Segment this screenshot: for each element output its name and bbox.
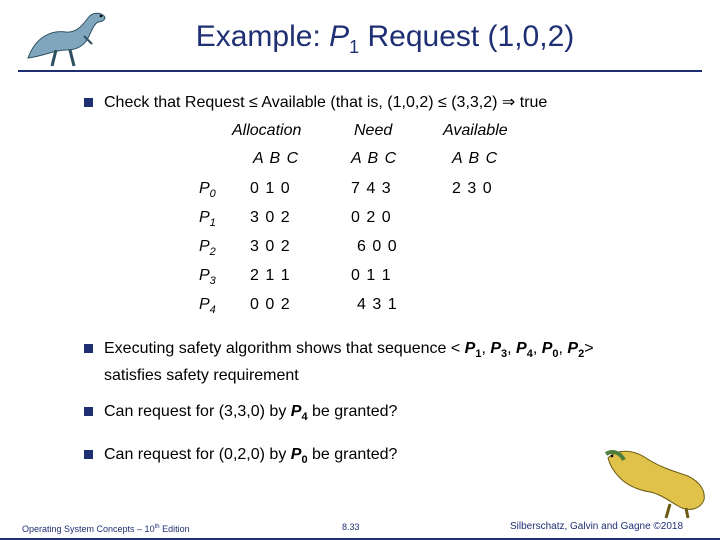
allocation-p0: 0 1 0 <box>250 180 291 197</box>
footer-page-number: 8.33 <box>342 522 360 532</box>
bullet-safety-sequence: Executing safety algorithm shows that sequence < $P_1$, $P_3$, $P_4$, $P_0$, $P_2>$ satisfies safety requirement <box>84 338 684 387</box>
process-p1: $P_1$ <box>199 209 216 230</box>
header-allocation: Allocation <box>232 122 302 139</box>
need-p4: 4 3 1 <box>357 296 398 313</box>
title-divider <box>18 70 702 72</box>
subheader-need: A B C <box>351 150 398 167</box>
need-p0: 7 4 3 <box>351 180 392 197</box>
allocation-p3: 2 1 1 <box>250 267 291 284</box>
bullet-request-p0: Can request for (0,2,0) by $P_0$ be granted? <box>84 444 684 471</box>
process-p0: $P_0$ <box>199 180 216 201</box>
need-p2: 6 0 0 <box>357 238 398 255</box>
header-need: Need <box>354 122 393 139</box>
bullet-square-icon <box>84 98 93 107</box>
bullet-request-p4: Can request for (3,3,0) by $P_4$ be granted? <box>84 401 684 428</box>
subheader-allocation: A B C <box>253 150 300 167</box>
dinosaur-top-left-icon <box>22 6 112 68</box>
page-title: Example: $P_1$ Request (1,0,2) <box>195 20 575 57</box>
footer-authors: Silberschatz, Galvin and Gagne ©2018 <box>510 521 684 532</box>
bullet-square-icon <box>84 450 93 459</box>
header-available: Available <box>443 122 508 139</box>
allocation-p2: 3 0 2 <box>250 238 291 255</box>
allocation-p1: 3 0 2 <box>250 209 291 226</box>
bullet-square-icon <box>84 344 93 353</box>
available-p0: 2 3 0 <box>452 180 493 197</box>
allocation-p4: 0 0 2 <box>250 296 291 313</box>
bullet-check-request: Check that Request ≤ Available (that is, (1,0,2) ≤ (3,3,2) ⇒ true <box>84 92 684 114</box>
process-p3: $P_3$ <box>199 267 216 288</box>
need-p1: 0 2 0 <box>351 209 392 226</box>
process-p4: $P_4$ <box>199 296 216 317</box>
footer-book-title: Operating System Concepts – 10th Edition <box>22 524 190 534</box>
subheader-available: A B C <box>452 150 499 167</box>
process-p2: $P_2$ <box>199 238 216 259</box>
bullet-square-icon <box>84 407 93 416</box>
dinosaur-bottom-right-icon <box>600 440 712 520</box>
need-p3: 0 1 1 <box>351 267 392 284</box>
